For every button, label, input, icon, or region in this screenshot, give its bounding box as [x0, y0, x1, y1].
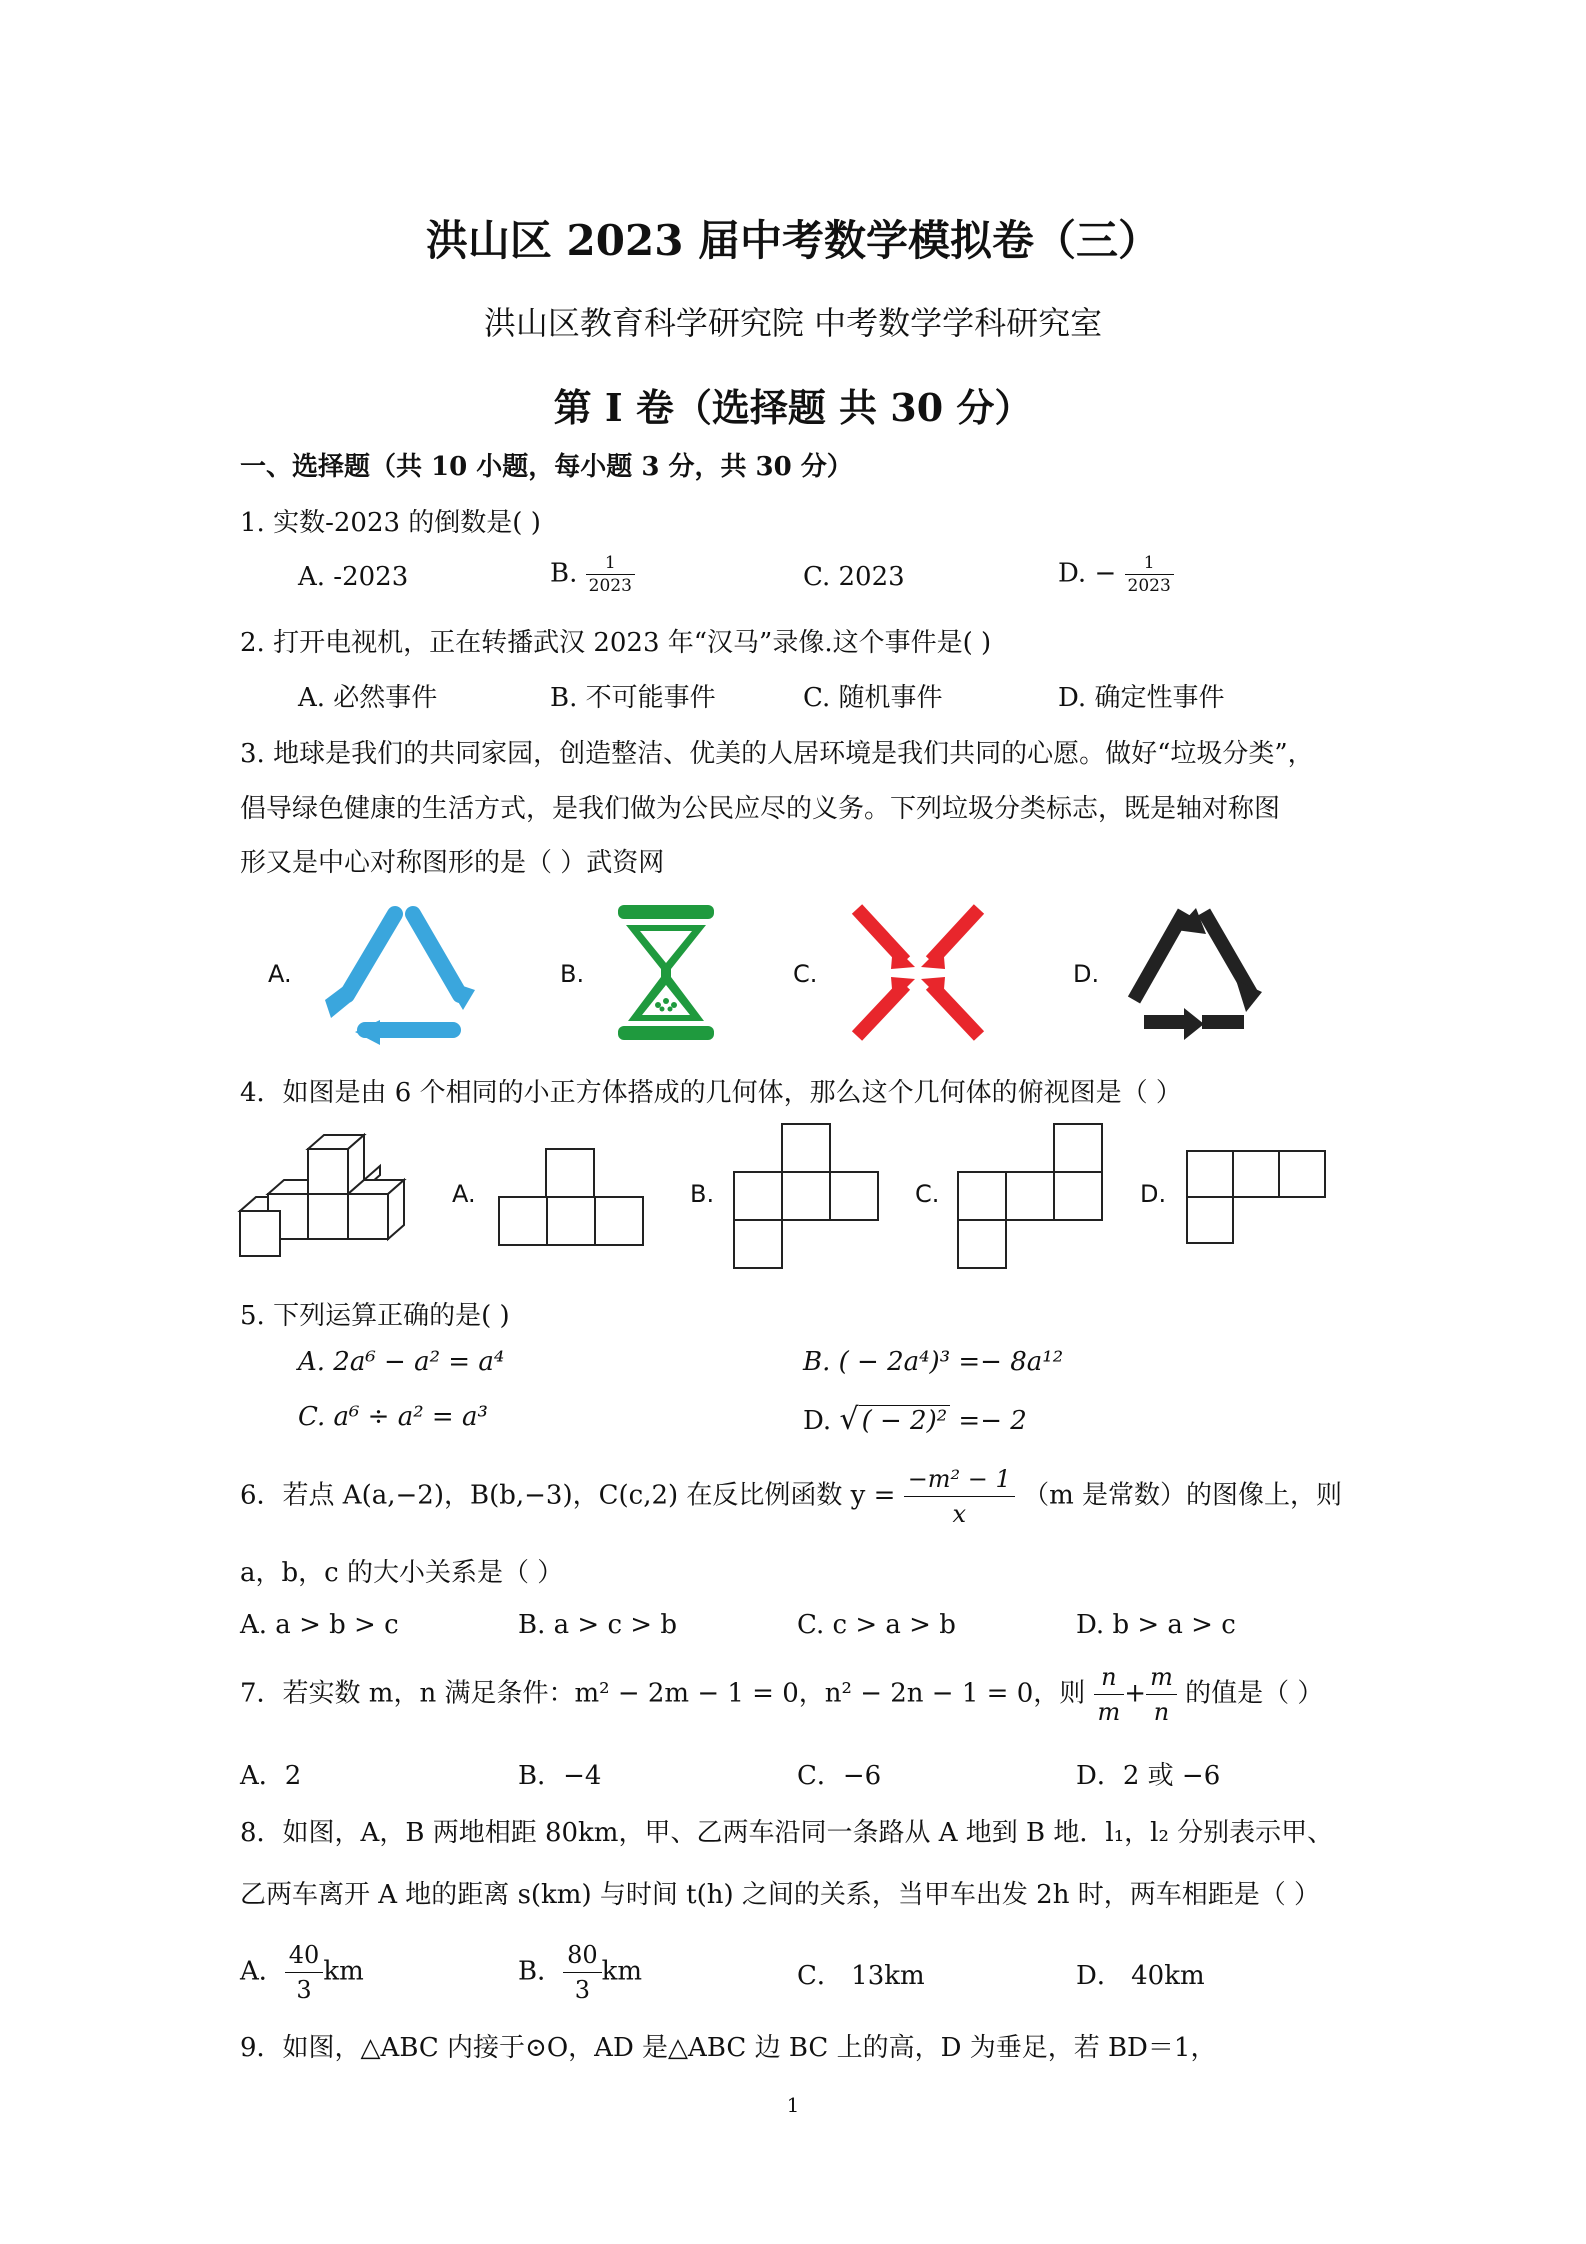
q3-label-d: D. — [1073, 960, 1100, 988]
q6-line-2: a，b，c 的大小关系是（ ） — [240, 1558, 564, 1588]
q3-line-3: 形又是中心对称图形的是（ ）武资网 — [240, 848, 665, 878]
part-heading: 一、选择题（共 10 小题，每小题 3 分，共 30 分） — [240, 452, 853, 482]
q6-option-d: D. b > a > c — [1076, 1610, 1236, 1640]
q4-option-b-view — [733, 1123, 881, 1271]
q8-line-2: 乙两车离开 A 地的距离 s(km) 与时间 t(h) 之间的关系，当甲车出发 2h 时，两车相距是（ ） — [240, 1880, 1320, 1910]
q7-stem: 7．若实数 m，n 满足条件：m² − 2m − 1 = 0，n² − 2n − 1 = 0，则 $\frac{n}{m}$ + $\frac{m}{n}$ 的值是（ ） — [240, 1660, 1323, 1729]
hourglass-green-icon — [616, 905, 716, 1040]
q7-option-a: A．2 — [240, 1761, 302, 1791]
page-subtitle: 洪山区教育科学研究院 中考数学学科研究室 — [483, 304, 1103, 342]
q4-stem: 4．如图是由 6 个相同的小正方体搭成的几何体，那么这个几何体的俯视图是（ ） — [240, 1078, 1182, 1108]
q1-option-d: D. − $\frac{1}{2023}$ — [1058, 552, 1174, 597]
q8-line-1: 8．如图，A，B 两地相距 80km，甲、乙两车沿同一条路从 A 地到 B 地．l₁，l₂ 分别表示甲、 — [240, 1818, 1334, 1848]
q5-option-c: C. a⁶ ÷ a² = a³ — [298, 1402, 488, 1432]
q2-stem: 2. 打开电视机，正在转播武汉 2023 年“汉马”录像.这个事件是( ) — [240, 628, 992, 658]
q8-option-d: D． 40km — [1076, 1961, 1205, 1991]
q6-option-a: A. a > b > c — [240, 1610, 399, 1640]
page-title: 洪山区 2023 届中考数学模拟卷（三） — [425, 216, 1161, 265]
q3-line-1: 3. 地球是我们的共同家园，创造整洁、优美的人居环境是我们共同的心愿。做好“垃圾分类”， — [240, 739, 1314, 769]
q1-option-b: B. $\frac{1}{2023}$ — [550, 552, 635, 597]
q8-option-b: B． $\frac{80}{3}$ km — [518, 1938, 642, 2007]
q2-option-a: A. 必然事件 — [298, 683, 438, 713]
recycle-black-icon — [1124, 900, 1264, 1045]
q8-option-a: A． $\frac{40}{3}$ km — [240, 1938, 364, 2007]
q3-label-c: C. — [793, 960, 818, 988]
q6-option-b: B. a > c > b — [518, 1610, 677, 1640]
q6-stem: 6．若点 A(a,−2)，B(b,−3)，C(c,2) 在反比例函数 y = $\frac{\text{−m² − 1}}{x}$ （m 是常数）的图像上，则 — [240, 1462, 1342, 1531]
q4-option-d-view — [1186, 1150, 1330, 1248]
q4-label-c: C. — [915, 1180, 940, 1208]
q3-label-a: A. — [268, 960, 292, 988]
q1-option-c: C. 2023 — [803, 562, 905, 592]
q4-option-a-view — [498, 1148, 648, 1246]
q6-option-c: C. c > a > b — [797, 1610, 956, 1640]
page-number: 1 — [786, 2093, 800, 2117]
q5-option-d: D. √ ( − 2)² =− 2 — [803, 1402, 1027, 1437]
section-heading: 第 I 卷（选择题 共 30 分） — [553, 385, 1033, 430]
q5-stem: 5. 下列运算正确的是( ) — [240, 1301, 510, 1331]
q4-label-a: A. — [452, 1180, 476, 1208]
q2-option-c: C. 随机事件 — [803, 683, 943, 713]
q2-option-b: B. 不可能事件 — [550, 683, 716, 713]
q4-option-c-view — [957, 1123, 1105, 1271]
q1-option-a: A. -2023 — [298, 562, 409, 592]
q8-option-c: C． 13km — [797, 1961, 925, 1991]
recycle-blue-icon — [325, 900, 485, 1050]
q5-option-b: B. ( − 2a⁴)³ =− 8a¹² — [803, 1347, 1064, 1377]
q2-option-d: D. 确定性事件 — [1058, 683, 1225, 713]
q5-option-a: A. 2a⁶ − a² = a⁴ — [298, 1347, 505, 1377]
q4-label-b: B. — [690, 1180, 715, 1208]
q1-stem: 1. 实数-2023 的倒数是( ) — [240, 508, 541, 538]
q7-option-d: D．2 或 −6 — [1076, 1761, 1221, 1791]
q7-option-c: C．−6 — [797, 1761, 882, 1791]
q9-line-1: 9．如图，△ABC 内接于⊙O，AD 是△ABC 边 BC 上的高，D 为垂足，若 BD＝1， — [240, 2033, 1217, 2063]
q4-solid-figure — [240, 1135, 420, 1263]
q3-line-2: 倡导绿色健康的生活方式，是我们做为公民应尽的义务。下列垃圾分类标志，既是轴对称图 — [240, 794, 1281, 824]
q3-label-b: B. — [560, 960, 585, 988]
q7-option-b: B．−4 — [518, 1761, 602, 1791]
arrows-red-icon — [853, 905, 983, 1040]
q4-label-d: D. — [1140, 1180, 1167, 1208]
